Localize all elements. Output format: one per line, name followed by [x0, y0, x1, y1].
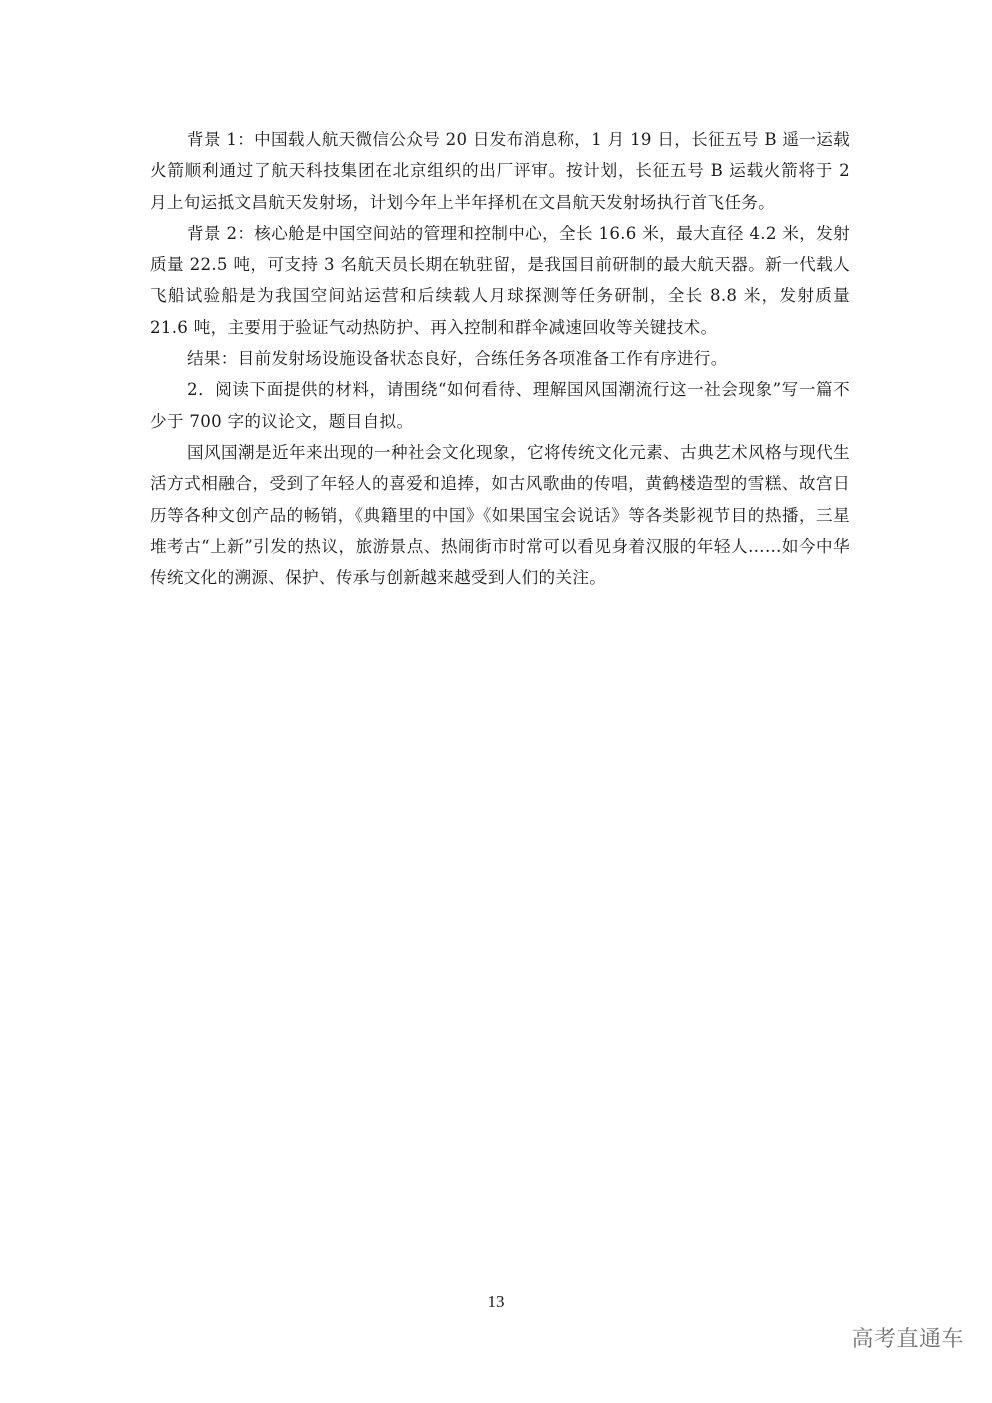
watermark: 高考直通车	[851, 1327, 964, 1352]
paragraph-result: 结果：目前发射场设施设备状态良好，合练任务各项准备工作有序进行。	[187, 349, 728, 369]
question-2-material: 国风国潮是近年来出现的一种社会文化现象，它将传统文化元素、古典艺术风格与现代生活方式相融合，受到了年轻人的喜爱和追捧，如古风歌曲的传唱，黄鹤楼造型的雪糕、故宫日历等各种文创产品的畅销，《典籍里的中国》《如果国宝会说话》等各类影视节目的热播，三星堆考古“上新”引发的热议，旅游景点、热闹街市时常可以看见身着汉服的年轻人……如今中华传统文化的溯源、保护、传承与创新越来越受到人们的关注。	[150, 442, 850, 588]
body-text	[150, 124, 850, 593]
page-number: 13	[487, 1292, 505, 1311]
question-2-prompt: 2．阅读下面提供的材料，请围绕“如何看待、理解国风国潮流行这一社会现象”写一篇不少于 700 字的议论文，题目自拟。	[150, 380, 850, 431]
paragraph-background-2: 背景 2：核心舱是中国空间站的管理和控制中心，全长 16.6 米，最大直径 4.2 米，发射质量 22.5 吨，可支持 3 名航天员长期在轨驻留，是我国目前研制的最大航天器。新一代载人飞船试验船是为我国空间站运营和后续载人月球探测等任务研制，全长 8.8 米，发射质量 21.6 吨，主要用于验证气动热防护、再入控制和群伞减速回收等关键技术。	[150, 223, 850, 337]
paragraph-background-1: 背景 1：中国载人航天微信公众号 20 日发布消息称，1 月 19 日，长征五号 B 遥一运载火箭顺利通过了航天科技集团在北京组织的出厂评审。按计划，长征五号 B 运载火箭将于 2 月上旬运抵文昌航天发射场，计划今年上半年择机在文昌航天发射场执行首飞任务。	[150, 130, 850, 212]
